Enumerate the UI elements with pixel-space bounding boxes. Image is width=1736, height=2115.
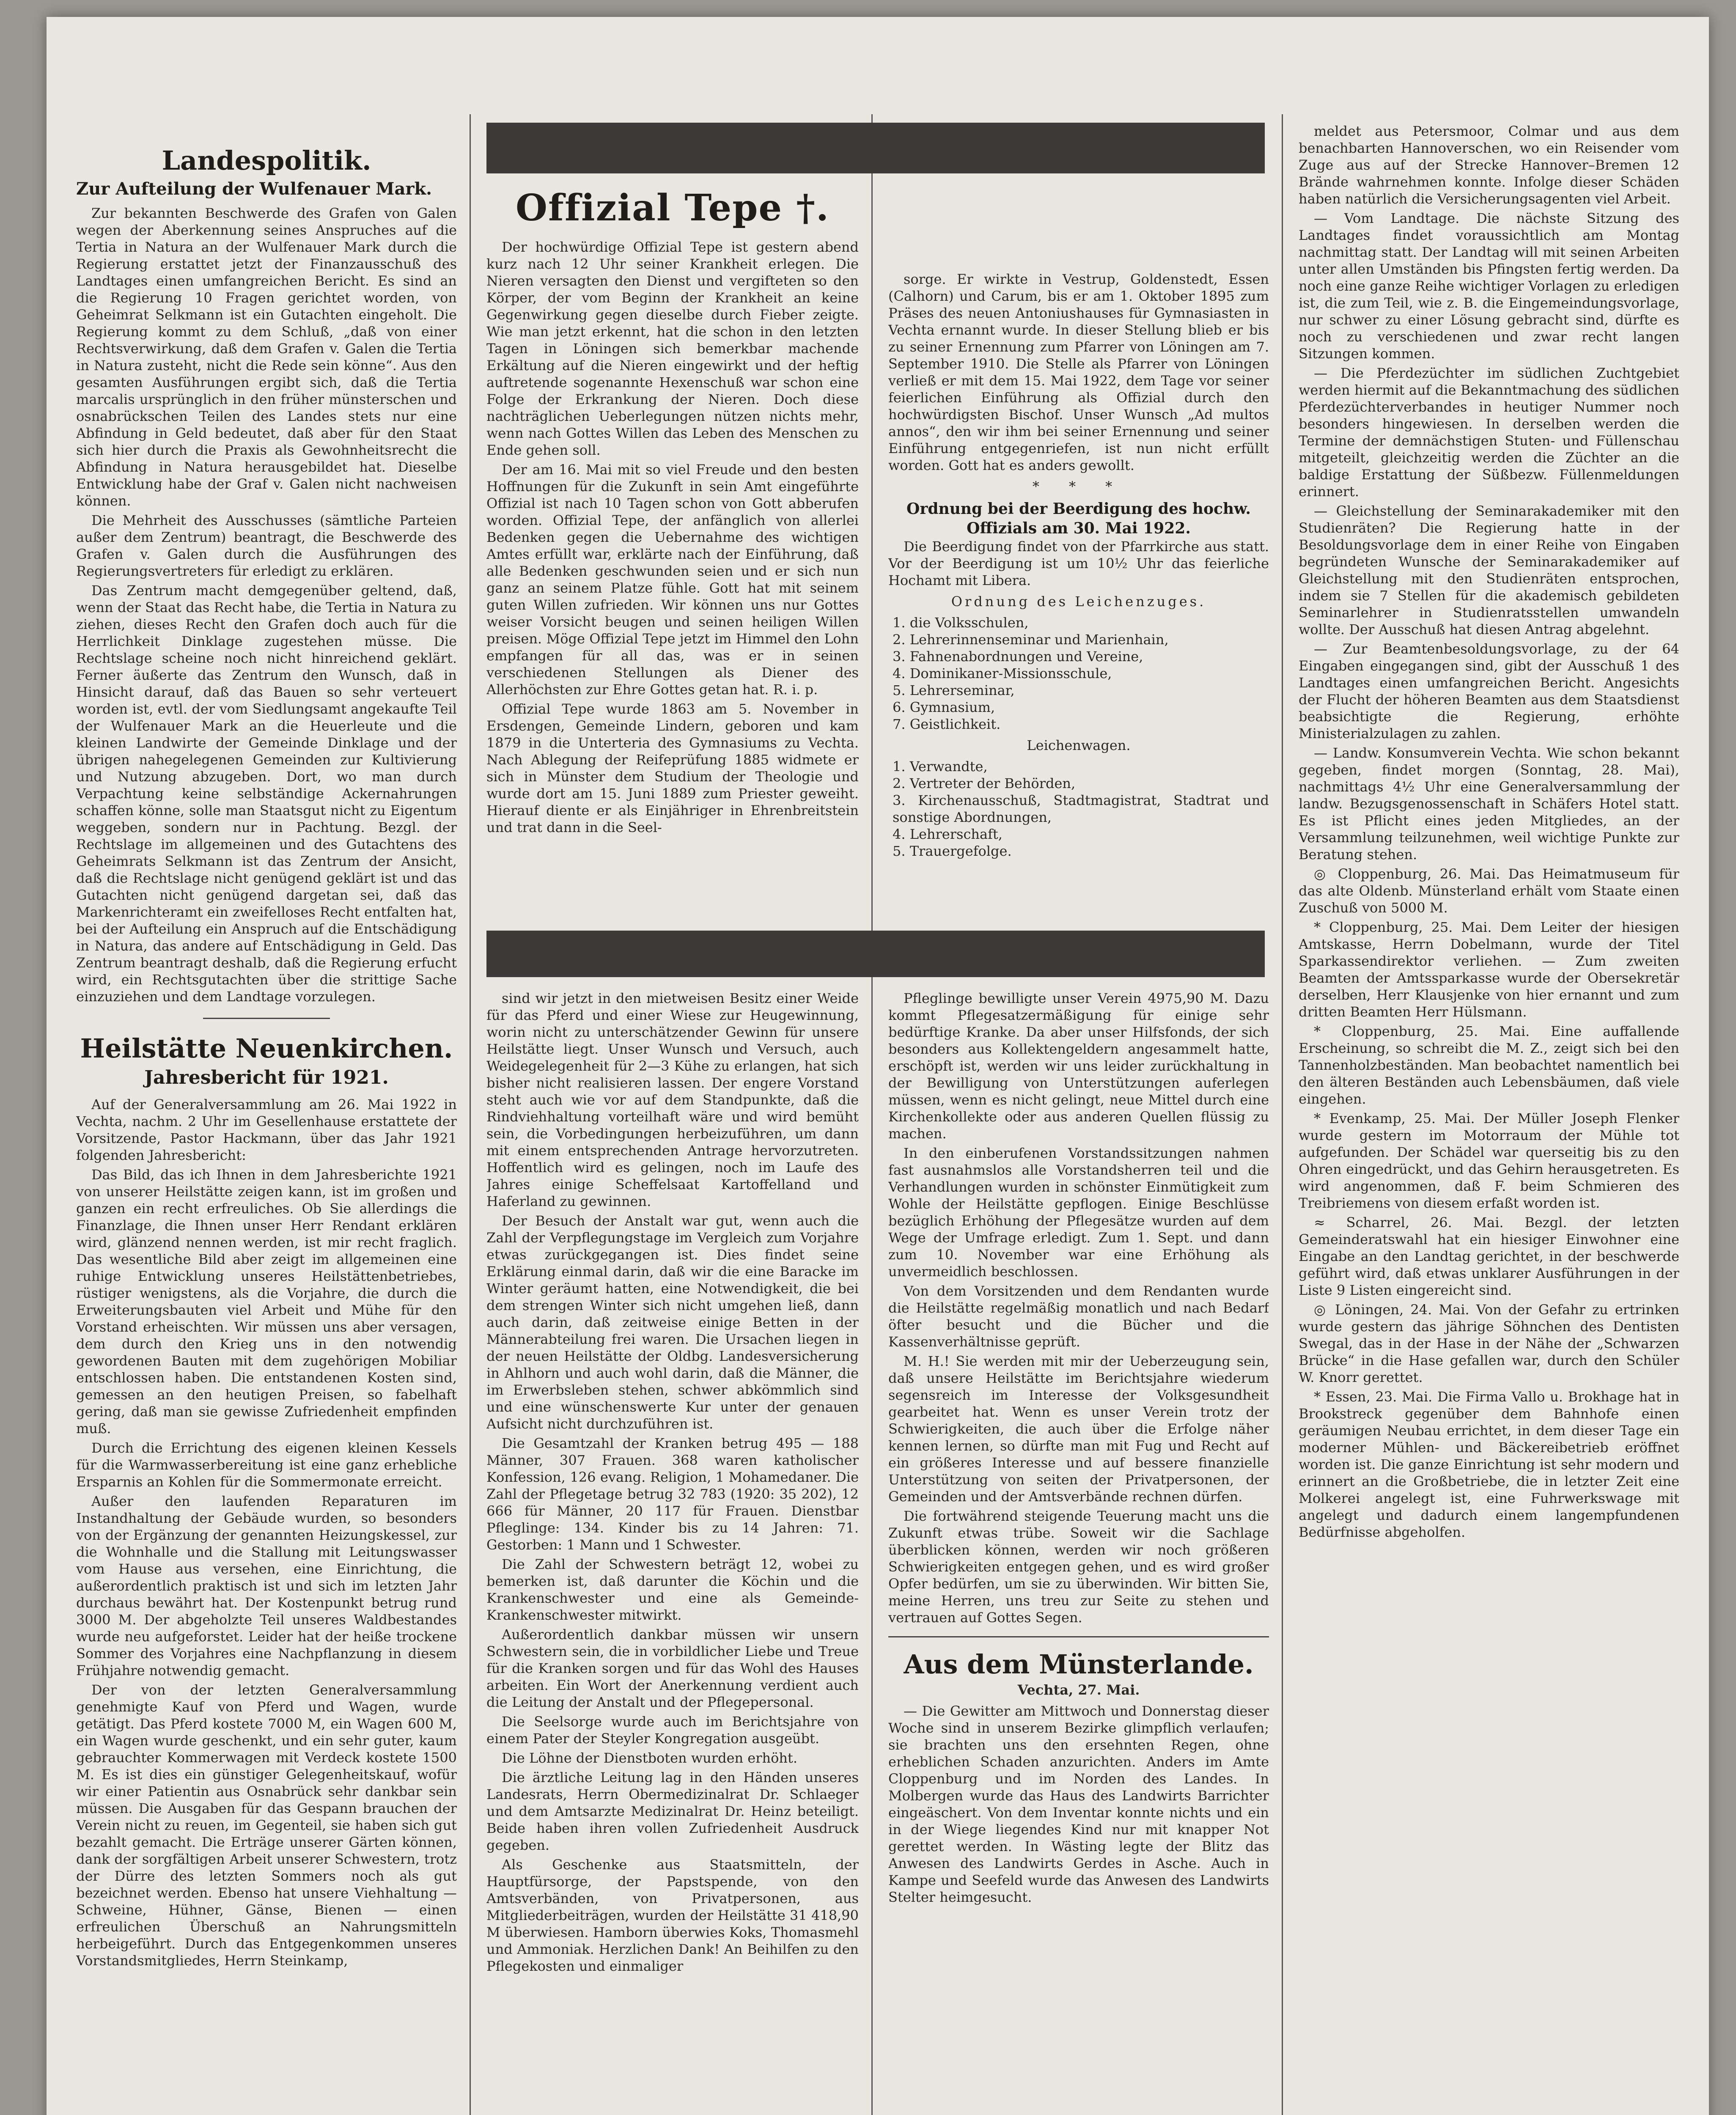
list-item: 6. Gymnasium, (893, 699, 995, 715)
article-paragraph: — Die Gewitter am Mittwoch und Donnerstag dieser Woche sind in unserem Bezirke glimpflich verlaufen; sie brachten uns den ersehnten Regen, ohne erheblichen Schaden anzurichten. Anders im Amte Cloppenburg und im Norden des Landes. In Molbergen wurde das Haus des Landwirts Barrichter eingeäschert. Von dem Inventar konnte nichts und ein in der Wiege liegendes Kind nur mit knapper Not gerettet werden. In Wästing legte der Blitz das Anwesen des Landwirts Gerdes in Asche. Auch in Kampe und Seefeld wurde das Anwesen des Landwirts Stelter heimgesucht. (888, 1703, 1269, 1905)
news-item: * Cloppenburg, 25. Mai. Eine auffallende Erscheinung, so schreibt die M. Z., zeigt sich bei den Tannenholzbeständen. Man beobachtet namentlich bei den älteren Beständen auch Lebensbäumen, daß viele eingehen. (1299, 1023, 1679, 1107)
column-rule (871, 114, 873, 2115)
news-item: — Vom Landtage. Die nächste Sitzung des Landtages findet voraussichtlich am Montag nachmittag statt. Der Landtag will mit seinen Arbeiten unter allen Umständen bis Pfingsten fertig werden. Da noch eine ganze Reihe wichtiger Vorlagen zu erledigen ist, die zum Teil, wie z. B. die Eingemeindungsvorlage, nur schwer zu einer Lösung gebracht sind, dürfte es noch zu verschiedenen und zwar recht langen Sitzungen kommen. (1299, 210, 1679, 362)
article-paragraph: Die Beerdigung findet von der Pfarrkirche aus statt. Vor der Beerdigung ist um 10½ Uhr das feierliche Hochamt mit Libera. (888, 538, 1269, 588)
article-paragraph: Die Gesamtzahl der Kranken betrug 495 — 188 Männer, 307 Frauen. 368 waren katholischer Konfession, 126 evang. Religion, 1 Mohamedaner. Die Zahl der Pflegetage betrug 32 783 (1920: 35 202), 12 666 für Männer, 20 117 für Frauen. Dienstbar Pfleglinge: 134. Kinder bis zu 14 Jahren: 71. Gestorben: 1 Mann und 1 Schwester. (486, 1435, 859, 1553)
mid-banner (486, 931, 1265, 977)
article-paragraph: Die fortwährend steigende Teuerung macht uns die Zukunft etwas trübe. Soweit wir die Sachlage überblicken können, werden wir noch größeren Schwierigkeiten entgegen gehen, und es wird großer Opfer bedürfen, um sie zu überwinden. Wir bitten Sie, meine Herren, uns treu zur Seite zu stehen und vertrauen auf Gottes Segen. (888, 1508, 1269, 1626)
article-subtitle: Zur Aufteilung der Wulfenauer Mark. (76, 179, 432, 199)
news-item: — Zur Beamtenbesoldungsvorlage, zu der 64 Eingaben eingegangen sind, gibt der Ausschuß 1 des Landtages einen umfangreichen Bericht. Angesichts der Flucht der höheren Beamten aus dem Staatsdienst beabsichtigte die Regierung, erhöhte Ministerialzulagen zu zahlen. (1299, 641, 1679, 742)
column-2-lower (486, 990, 859, 2115)
column-1 (76, 144, 457, 2115)
column-rule (470, 114, 471, 2115)
article-paragraph: Das Bild, das ich Ihnen in dem Jahresberichte 1921 von unserer Heilstätte zeigen kann, ist im großen und ganzen ein recht erfreuliches. Ob Sie allerdings die Finanzlage, die Ihnen unser Herr Rendant erklären wird, glänzend nennen werden, ist mir recht fraglich. Das wesentliche Bild aber zeigt im allgemeinen eine ruhige Entwicklung unseres Heilstättenbetriebes, rüstiger wenigstens, als die Vorjahre, die durch die Erweiterungsbauten viel Arbeit und Mühe für den Vorstand erheischten. Wir müssen uns aber versagen, dem durch den Krieg uns in den notwendig gewordenen Bauten mit dem zugehörigen Mobiliar entschlossen haben. Die entstandenen Kosten sind, gemessen an den heutigen Preisen, so fabelhaft gering, daß man sie gewisse Zufriedenheit empfinden muß. (76, 1167, 457, 1437)
list-item: 3. Kirchenausschuß, Stadtmagistrat, Stadtrat und sonstige Abordnungen, (893, 792, 1269, 825)
dateline: Vechta, 27. Mai. (1017, 1682, 1140, 1698)
article-paragraph: Außer den laufenden Reparaturen im Instandhaltung der Gebäude wurden, so besonders von der Ergänzung der genannten Heizungskessel, zur die Wohnhalle und die Stallung mit Leitungswasser vom Hause aus versehen, eine Einrichtung, die außerordentlich praktisch ist und sich im letzten Jahr durchaus bewährt hat. Der Kostenpunkt betrug rund 3000 M. Der abgeholzte Teil unseres Waldbestandes wurde neu aufgeforstet. Leider hat der heiße trockene Sommer des Vorjahres eine Nachpflanzung in diesem Frühjahre notwendig gemacht. (76, 1493, 457, 1678)
news-item: ◎ Cloppenburg, 26. Mai. Das Heimatmuseum für das alte Oldenb. Münsterland erhält vom Staate einen Zuschuß von 5000 M. (1299, 866, 1679, 916)
news-item: ◎ Löningen, 24. Mai. Von der Gefahr zu ertrinken wurde gestern das jährige Söhnchen des Dentisten Swegal, das in der Hase in der Nähe der „Schwarzen Brücke“ in die Hase gefallen war, durch den Schüler W. Knorr gerettet. (1299, 1302, 1679, 1385)
news-item: — Gleichstellung der Seminarakademiker mit den Studienräten? Die Regierung hatte in der Besoldungsvorlage dem in einer Reihe von Eingaben begründeten Wunsche der Seminarakademiker auf Gleichstellung mit den Studienräten entsprochen, indem sie 7 Stellen für die akademisch gebildeten Seminarlehrer in Studienratsstellen umwandeln wollte. Der Ausschuß hat diesen Antrag abgelehnt. (1299, 503, 1679, 637)
article-paragraph: Außerordentlich dankbar müssen wir unsern Schwestern sein, die in vorbildlicher Liebe und Treue für die Kranken sorgen und für das Wohl des Hauses arbeiten. Ein Wort der Anerkennung verdient auch die Leitung der Anstalt und der Pflegepersonal. (486, 1626, 859, 1710)
newspaper-page (47, 17, 1709, 2115)
list-item: 1. die Volksschulen, (893, 615, 1029, 631)
section-title-muensterland: Aus dem Münsterlande. (904, 1649, 1254, 1680)
hearse-list (888, 758, 1269, 860)
article-paragraph: M. H.! Sie werden mit mir der Ueberzeugung sein, daß unsere Heilstätte im Berichtsjahre wiederum segensreich im Interesse der Volksgesundheit gearbeitet hat. Wenn es unser Verein trotz der Schwierigkeiten, die auch über die Erfolge näher kennen lernen, so dürfte man mit Fug und Recht auf ein größeres Interesse und auf bessere finanzielle Unterstützung von seiten der Privatpersonen, der Gemeinden und der Amtsverbände rechnen dürfen. (888, 1353, 1269, 1505)
divider (203, 1018, 330, 1019)
article-paragraph: Auf der Generalversammlung am 26. Mai 1922 in Vechta, nachm. 2 Uhr im Gesellenhause erstattete der Vorsitzende, Pastor Hackmann, über das Jahr 1921 folgenden Jahresbericht: (76, 1096, 457, 1163)
news-item: * Cloppenburg, 25. Mai. Dem Leiter der hiesigen Amtskasse, Herrn Dobelmann, wurde der Titel Sparkassendirektor verliehen. — Zum zweiten Beamten der Amtssparkasse wurde der Obersekretär derselben, Herr Klausjenke von hier ernannt und zum dritten Beamten Herr Hülsmann. (1299, 919, 1679, 1020)
article-paragraph: Zur bekannten Beschwerde des Grafen von Galen wegen der Aberkennung seines Anspruches auf die Tertia in Natura an der Wulfenauer Mark durch die Regierung erstattet jetzt der Finanzausschuß des Landtages einen umfangreichen Bericht. Es sind an die Regierung 10 Fragen gerichtet worden, von Geheimrat Selkmann ist ein Gutachten eingeholt. Die Regierung kommt zu dem Schluß, „daß von einer Rechtsverwirkung, daß dem Grafen v. Galen die Tertia in Natura zusteht, nicht die Rede sein könne“. Aus den gesamten Ausführungen ergibt sich, daß die Tertia marcalis ursprünglich in den früher münsterschen und osnabrückschen Teilen des Landes stets nur eine Abfindung in Geld bedeutet, daß aber für den Staat sich hier durch die Praxis als Gewohnheitsrecht die Abfindung in Natura herausgebildet hat. Dieselbe Entwicklung habe der Graf v. Galen nicht nachweisen können. (76, 205, 457, 509)
news-item: * Essen, 23. Mai. Die Firma Vallo u. Brokhage hat in Brookstreck gegenüber dem Bahnhofe einen geräumigen Neubau errichtet, in dem dieser Tage ein moderner Mühlen- und Bäckereibetrieb eröffnet worden ist. Die ganze Einrichtung ist sehr modern und erinnert an die Großbetriebe, die in letzter Zeit eine Molkerei angelegt ist, eine Fuhrwerkswage mit angelegt und dadurch einem langempfundenen Bedürfnisse abgeholfen. (1299, 1389, 1679, 1540)
list-item: 5. Lehrerseminar, (893, 682, 1015, 698)
list-item: 1. Verwandte, (893, 758, 988, 775)
column-3-lower (888, 990, 1269, 2115)
column-2-upper (486, 186, 859, 922)
separator-stars: * * * (1032, 478, 1125, 494)
article-paragraph: Der hochwürdige Offizial Tepe ist gestern abend kurz nach 12 Uhr seiner Krankheit erlegen. Die Nieren versagten den Dienst und vergifteten so den Körper, der vom Beginn der Krankheit an keine Gegenwirkung gegen dieselbe durch Fieber zeigte. Wie man jetzt erkennt, hat die schon in den letzten Tagen in Löningen sich bemerkbar machende Erkältung auf die Nieren eingewirkt und der heftig auftretende sogenannte Hexenschuß war schon eine Folge der Erkrankung der Nieren. Doch diese nachträglichen Ueberlegungen nützen nichts mehr, wenn nach Gottes Willen das Leben des Menschen zu Ende gehen soll. (486, 239, 859, 458)
article-paragraph: sind wir jetzt in den mietweisen Besitz einer Weide für das Pferd und einer Wiese zur Heugewinnung, worin nicht zu unterschätzender Gewinn für unsere Heilstätte liegt. Unser Wunsch und Versuch, auch Weidegelegenheit für 2—3 Kühe zu erlangen, hat sich bisher nicht realisieren lassen. Der engere Vorstand steht auch wie vor auf dem Standpunkte, daß die Rindviehhaltung vorteilhaft wäre und wird bemüht sein, die Vorbedingungen herbeizuführen, um dann mit einem entsprechenden Antrage hervorzutreten. Hoffentlich wird es gelingen, noch im Laufe des Jahres einige Scheffelsaat Kartoffelland und Haferland zu gewinnen. (486, 990, 859, 1209)
article-paragraph: Pfleglinge bewilligte unser Verein 4975,90 M. Dazu kommt Pflegesatzermäßigung für einige sehr bedürftige Kranke. Da aber unser Hilfsfonds, der sich besonders aus Kollektengeldern angesammelt hatte, erschöpft ist, werden wir uns leider zurückhaltung in der Bewilligung von Unterstützungen auferlegen müssen, wenn es nicht gelingt, neue Mittel durch eine Kirchenkollekte oder aus anderen Quellen flüssig zu machen. (888, 990, 1269, 1142)
top-banner (486, 123, 1265, 173)
list-item: 2. Vertreter der Behörden, (893, 775, 1076, 791)
news-item: * Evenkamp, 25. Mai. Der Müller Joseph Flenker wurde gestern im Motorraum der Mühle tot aufgefunden. Der Schädel war querseitig bis zu den Ohren eingedrückt, und das Gehirn herausgetreten. Es wird angenommen, daß F. beim Schmieren des Treibriemens von diesem erfaßt worden ist. (1299, 1110, 1679, 1211)
article-paragraph: Durch die Errichtung des eigenen kleinen Kessels für die Warmwasserbereitung ist eine ganz erhebliche Ersparnis an Kohlen für die Sommermonate erreicht. (76, 1440, 457, 1490)
news-item: — Landw. Konsumverein Vechta. Wie schon bekannt gegeben, findet morgen (Sonntag, 28. Mai), nachmittags 4½ Uhr eine Generalversammlung der landw. Bezugsgenossenschaft in Schäfers Hotel statt. Es ist Pflicht eines jeden Mitgliedes, an der Versammlung teilzunehmen, weil wichtige Punkte zur Beratung stehen. (1299, 745, 1679, 862)
list-item: 5. Trauergefolge. (893, 843, 1012, 859)
divider (888, 1636, 1269, 1637)
article-paragraph: Der von der letzten Generalversammlung genehmigte Kauf von Pferd und Wagen, wurde getätigt. Das Pferd kostete 7000 M, ein Wagen 600 M, ein Wagen wurde geschenkt, und ein sehr guter, kaum gebrauchter Kommerwagen mit Verdeck kostete 1500 M. Es ist dies ein günstiger Gelegenheitskauf, wofür wir einer Patientin aus Osnabrück sehr dankbar sein müssen. Die Ausgaben für das Gespann brauchen der Verein nicht zu reuen, im Gegenteil, sie haben sich gut bezahlt gemacht. Die Erträge unserer Gärten können, dank der sorgfältigen Arbeit unserer Schwestern, trotz der Dürre des letzten Sommers noch als gut bezeichnet werden. Ebenso hat unsere Viehhaltung — Schweine, Hühner, Gänse, Bienen — einen erfreulichen Überschuß an Nahrungsmitteln herbeigeführt. Durch das Entgegenkommen unseres Vorstandsmitgliedes, Herrn Steinkamp, (76, 1682, 457, 1969)
article-paragraph: Der am 16. Mai mit so viel Freude und den besten Hoffnungen für die Zukunft in sein Amt eingeführte Offizial ist nach 10 Tagen schon von Gott abberufen worden. Offizial Tepe, der anfänglich von allerlei Bedenken gegen die Uebernahme des wichtigen Amtes erfüllt war, erklärte nach der Einführung, daß alle Bedenken geschwunden seien und er sich nun ganz an seinem Platze fühle. Gott hat mit seinem guten Willen zufrieden. Wir können uns nur Gottes weiser Vorsicht beugen und seinen heiligen Willen preisen. Möge Offizial Tepe jetzt im Himmel den Lohn empfangen für all das, was er in seinen verschiedenen Stellungen als Diener des Allerhöchsten zur Ehre Gottes getan hat. R. i. p. (486, 461, 859, 698)
article-paragraph: Als Geschenke aus Staatsmitteln, der Hauptfürsorge, der Papstspende, von den Amtsverbänden, von Privatpersonen, aus Mitgliederbeiträgen, wurden der Heilstätte 31 418,90 M überwiesen. Hamborn überwies Koks, Thomasmehl und Ammoniak. Herzlichen Dank! An Beihilfen zu den Pflegekosten und einmaliger (486, 1857, 859, 1974)
column-rule (1282, 114, 1283, 2115)
article-paragraph: Die Mehrheit des Ausschusses (sämtliche Parteien außer dem Zentrum) beantragt, die Beschwerde des Grafen v. Galen durch die Ausführungen des Regierungsvertreters für erledigt zu erklären. (76, 512, 457, 579)
list-item: 4. Dominikaner-Missionsschule, (893, 665, 1112, 681)
article-paragraph: Die ärztliche Leitung lag in den Händen unseres Landesrats, Herrn Obermedizinalrat Dr. Schlaeger und dem Amtsarzte Medizinalrat Dr. Heinz beteiligt. Beide haben ihren vollen Zufriedenheit Ausdruck gegeben. (486, 1769, 859, 1853)
news-item: — Die Pferdezüchter im südlichen Zuchtgebiet werden hiermit auf die Bekanntmachung des südlichen Pferdezüchterverbandes in heutiger Nummer noch besonders hingewiesen. In derselben werden die Termine der demnächstigen Stuten- und Füllenschau mitgeteilt, gleichzeitig werden die Züchter an die baldige Erstattung der Süßbezw. Füllenmeldungen erinnert. (1299, 365, 1679, 500)
article-paragraph: sorge. Er wirkte in Vestrup, Goldenstedt, Essen (Calhorn) und Carum, bis er am 1. Oktober 1895 zum Präses des neuen Antoniushauses für Gymnasiasten in Vechta ernannt wurde. In dieser Stellung blieb er bis zu seiner Ernennung zum Pfarrer von Löningen am 7. September 1910. Die Stelle als Pfarrer von Löningen verließ er mit dem 15. Mai 1922, dem Tage vor seiner feierlichen Einführung als Offizial durch den hochwürdigsten Bischof. Unser Wunsch „Ad multos annos“, den wir ihm bei seiner Ernennung und seiner Einführung entgegenriefen, ist nun nicht erfüllt worden. Gott hat es anders gewollt. (888, 271, 1269, 473)
article-paragraph: Der Besuch der Anstalt war gut, wenn auch die Zahl der Verpflegungstage im Vergleich zum Vorjahre etwas zurückgegangen ist. Dies findet seine Erklärung einmal darin, daß wir die eine Baracke im Winter geräumt hatten, eine Notwendigkeit, die bei dem strengen Winter sich nicht umgehen ließ, dann auch darin, daß zeitweise einige Betten in der Männerabteilung frei waren. Die Ursachen liegen in der neuen Heilstätte der Oldbg. Landesversicherung in Ahlhorn und auch wohl darin, daß die Männer, die im Erwerbsleben stehen, schwer abkömmlich sind und eine wünschenswerte Kur unter der genauen Aufsicht nicht durchzuführen ist. (486, 1213, 859, 1432)
procession-title: Ordnung des Leichenzuges. (951, 593, 1206, 610)
section-subtitle: Jahresbericht für 1921. (144, 1067, 389, 1088)
hearse-title: Leichenwagen. (1027, 737, 1131, 753)
article-paragraph: Offizial Tepe wurde 1863 am 5. November in Ersdengen, Gemeinde Lindern, geboren und kam 1879 in die Unterteria des Gymnasiums zu Vechta. Nach Ablegung der Reifeprüfung 1885 widmete er sich in Münster dem Studium der Theologie und wurde dort am 15. Juni 1889 zum Priester geweiht. Hierauf diente er als Einjähriger in Ehrenbreitstein und trat dann in die Seel- (486, 701, 859, 835)
article-paragraph: Die Löhne der Dienstboten wurden erhöht. (502, 1750, 798, 1766)
list-item: 2. Lehrerinnenseminar und Marienhain, (893, 632, 1169, 648)
column-3-upper (888, 271, 1269, 922)
article-paragraph: Von dem Vorsitzenden und dem Rendanten wurde die Heilstätte regelmäßig monatlich und nach Bedarf öfter besucht und die Bücher und die Kassenverhältnisse geprüft. (888, 1283, 1269, 1350)
article-paragraph: Das Zentrum macht demgegenüber geltend, daß, wenn der Staat das Recht habe, die Tertia in Natura zu ziehen, dieses Recht den Grafen doch auch für die Herrlichkeit Dinklage zugestehen müsse. Die Rechtslage scheine noch nicht hinreichend geklärt. Ferner äußerte das Zentrum den Wunsch, daß in Hinsicht darauf, daß das Bauen so sehr verteuert worden ist, evtl. der vom Siedlungsamt angekaufte Teil der Wulfenauer Mark an die Heuerleute und die kleinen Landwirte der Gemeinde Dinklage und der übrigen nahegelegenen Gemeinden zur Kultivierung und Nutzung abzugeben. Dort, wo man durch Verpachtung keine selbständige Ackernahrungen schaffen könne, solle man Staatsgut nicht zu Eigentum weggeben, sondern nur in Pachtung. Bezgl. der Rechtslage im allgemeinen und des Gutachtens des Geheimrats Selkmann ist das Zentrum der Ansicht, daß die Rechtslage nicht genügend geklärt ist und das Gutachten nicht genügend dargetan sei, daß das Markenrichteramt ein zweifelloses Recht entfalten hat, bei der Aufteilung ein Anspruch auf die Entschädigung in Natura, das andere auf Entschädigung in Geld. Das Zentrum beantragt deshalb, daß die Regierung erfucht wird, ein Rechtsgutachten über die strittige Sache einzuziehen und dem Landtage vorzulegen. (76, 582, 457, 1005)
obituary-title: Offizial Tepe †. (516, 187, 830, 229)
section-title-landespolitik: Landespolitik. (162, 145, 371, 176)
column-4 (1299, 123, 1679, 2115)
section-title-heilstaette: Heilstätte Neuenkirchen. (80, 1033, 453, 1064)
list-item: 7. Geistlichkeit. (893, 716, 1001, 732)
article-paragraph: Die Zahl der Schwestern beträgt 12, wobei zu bemerken ist, daß darunter die Köchin und die Krankenschwester und eine als Gemeinde-Krankenschwester mitwirkt. (486, 1556, 859, 1623)
funeral-order-title: Ordnung bei der Beerdigung des hochw. Offizials am 30. Mai 1922. (906, 500, 1251, 537)
news-item: ≈ Scharrel, 26. Mai. Bezgl. der letzten Gemeinderatswahl hat ein hiesiger Einwohner eine Eingabe an den Landtag gerichtet, in der beschwerde geführt wird, daß etwas unklarer Ausführungen in der Liste 9 Listen eingereicht sind. (1299, 1214, 1679, 1298)
article-paragraph: Die Seelsorge wurde auch im Berichtsjahre von einem Pater der Steyler Kongregation ausgeübt. (486, 1714, 859, 1747)
procession-list (888, 614, 1269, 733)
news-item: meldet aus Petersmoor, Colmar und aus dem benachbarten Hannoverschen, wo ein Reisender vom Zuge aus auf der Strecke Hannover–Bremen 12 Brände wahrnehmen konnte. Infolge dieser Schäden haben natürlich die Versicherungsagenten viel Arbeit. (1299, 123, 1679, 207)
article-paragraph: In den einberufenen Vorstandssitzungen nahmen fast ausnahmslos alle Vorstandsherren teil und die Verhandlungen wurden in schönster Einmütigkeit zum Wohle der Heilstätte gepflogen. Einige Beschlüsse bezüglich Erhöhung der Pflegesätze wurden auf dem Wege der Umfrage erledigt. Zum 1. Sept. und dann zum 10. November war eine Erhöhung als unvermeidlich beschlossen. (888, 1145, 1269, 1280)
list-item: 3. Fahnenabordnungen und Vereine, (893, 648, 1143, 665)
list-item: 4. Lehrerschaft, (893, 826, 1003, 842)
